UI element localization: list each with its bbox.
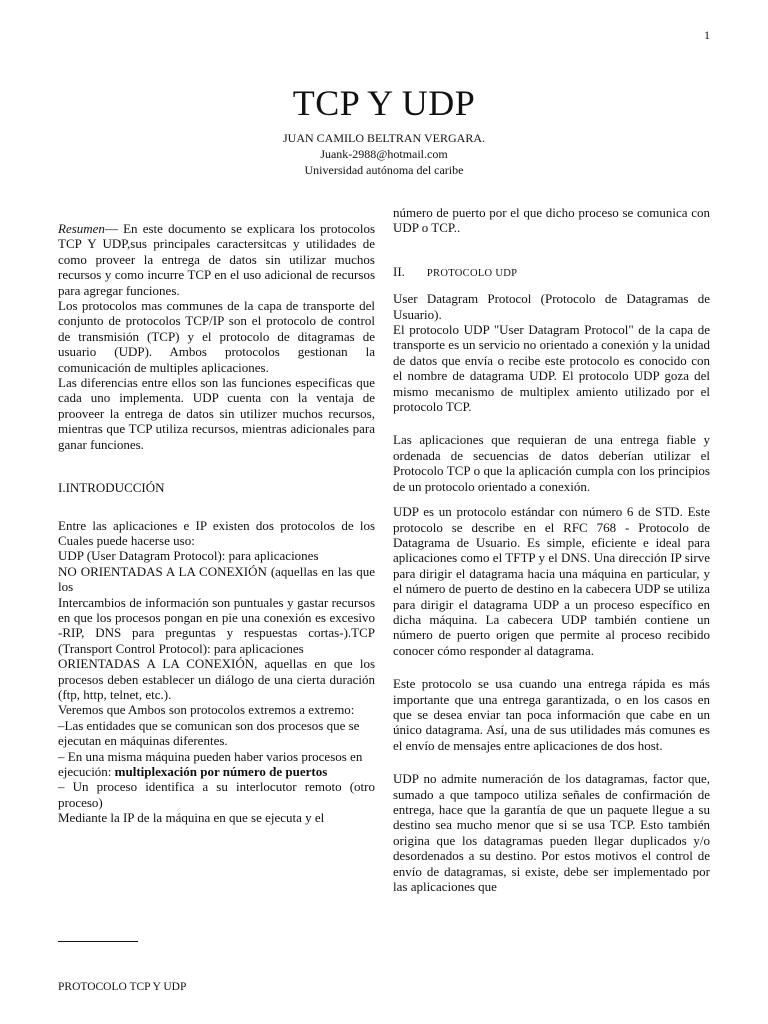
intro-line: UDP (User Datagram Protocol): para aplicaciones bbox=[58, 548, 319, 564]
intro-line: – En una misma máquina pueden haber varios procesos en bbox=[58, 748, 363, 764]
left-column bbox=[58, 221, 375, 826]
intro-bold-text: multiplexación por número de puertos bbox=[114, 764, 328, 779]
right-column bbox=[393, 205, 710, 894]
abstract-dash: — bbox=[104, 221, 124, 236]
running-footer: PROTOCOLO TCP Y UDP bbox=[58, 981, 187, 993]
intro-line: Veremos que Ambos son protocolos extremos a extremo: bbox=[58, 702, 355, 718]
abstract-text-1: En este documento se explicara los protocolos TCP Y UDP,sus principales caractersitcas y utilidades de como proveer la entrega de datos sin utilizar muchos recursos y como incurre TCP en el uso adicional de recursos para agregar funciones. bbox=[58, 221, 376, 298]
abstract-paragraph-3: Las diferencias entre ellos son las funciones especificas que cada uno implementa. UDP cuenta con la ventaja de prooveer la entrega de datos sin utilizer muchos recursos, mientras que TCP utiliza recursos, mientras adicionales para ganar funciones. bbox=[58, 375, 375, 452]
intro-line: ejecutan en máquinas diferentes. bbox=[58, 733, 228, 749]
section-2-title: PROTOCOLO UDP bbox=[426, 267, 518, 279]
intro-line: –Las entidades que se comunican son dos procesos que se bbox=[58, 717, 360, 733]
intro-line: NO ORIENTADAS A LA CONEXIÓN (aquellas en las que los bbox=[58, 563, 375, 595]
paper-title: TCP Y UDP bbox=[292, 83, 476, 123]
intro-line: Mediante la IP de la máquina en que se ejecuta y el bbox=[58, 810, 325, 826]
intro-line: – Un proceso identifica a su interlocutor remoto (otro proceso) bbox=[58, 779, 375, 810]
author-affiliation: Universidad autónoma del caribe bbox=[304, 163, 464, 177]
udp-paragraph-5: Este protocolo se usa cuando una entrega rápida es más importante que una entrega garantizada, o en los casos en que se desea enviar tan poca información que cabe en un único datagrama. Así, una de sus utilidades más comunes es el envío de mensajes entre aplicaciones de dos host. bbox=[393, 676, 710, 753]
abstract-paragraph-2: Los protocolos mas communes de la capa de transporte del conjunto de protocolos TCP/IP son el protocolo de control de transmisión (TCP) y el protocolo de ditagramas de usuario (UDP). Ambos protocolos gestionan la comunicación de multiples aplicaciones. bbox=[58, 298, 375, 375]
udp-paragraph-4: UDP es un protocolo estándar con número 6 de STD. Este protocolo se describe en el RFC 768 - Protocolo de Datagrama de Usuario. Es simple, eficiente e ideal para aplicaciones como el TFTP y el DNS. Una dirección IP sirve para dirigir el datagrama hacia una máquina en particular, y el número de puerto de destino en la cabecera UDP se utiliza para dirigir el datagrama UDP a un proceso específico en dicha máquina. La cabecera UDP también contiene un número de puerto origen que permite al proceso recibido conocer cómo responder al datagrama. bbox=[393, 504, 710, 658]
udp-paragraph-1: User Datagram Protocol (Protocolo de Datagramas de Usuario). bbox=[393, 291, 710, 322]
intro-bold-prefix: ejecución: bbox=[58, 764, 115, 779]
author-email: Juank-2988@hotmail.com bbox=[320, 147, 448, 161]
footnote-rule bbox=[58, 941, 138, 942]
intro-line: Intercambios de información son puntuales y gastar recursos en que los procesos pongan en pie una conexión es excesivo -RIP, DNS para preguntas y respuestas cortas-).TCP (Transport Control Protocol): para aplicaciones bbox=[58, 594, 375, 656]
section-2-number: II. bbox=[393, 263, 405, 279]
udp-paragraph-6: UDP no admite numeración de los datagramas, factor que, sumado a que tampoco utiliza señales de confirmación de entrega, hace que la garantía de que un paquete llegue a su destino sea mucho menor que si se usa TCP. Esto también origina que los datagramas pueden llegar duplicados y/o desordenados a su destino. Por estos motivos el control de envío de datagramas, si existe, debe ser implementado por las aplicaciones que bbox=[393, 771, 710, 895]
intro-bold-line bbox=[58, 764, 375, 779]
intro-line: ORIENTADAS A LA CONEXIÓN, aquellas en que los procesos deben establecer un diálogo de una cierta duración (ftp, http, telnet, etc.). bbox=[58, 656, 375, 702]
continuation-text: número de puerto por el que dicho proceso se comunica con UDP o TCP.. bbox=[393, 205, 710, 236]
intro-line: Entre las aplicaciones e IP existen dos protocolos de los Cuales puede hacerse uso: bbox=[58, 517, 375, 548]
udp-paragraph-3: Las aplicaciones que requieran de una entrega fiable y ordenada de secuencias de datos deberían utilizar el Protocolo TCP o que la aplicación cumpla con los principios de un protocolo orientado a conexión. bbox=[393, 432, 710, 494]
author-block bbox=[0, 130, 768, 178]
section-2-heading bbox=[393, 264, 710, 281]
udp-paragraph-2: El protocolo UDP "User Datagram Protocol" de la capa de transporte es un servicio no orientado a conexión y la unidad de datos que envía o recibe este protocolo es conocido con el nombre de datagrama UDP. El protocolo UDP goza del mismo mecanismo de multiplex amiento utilizado por el protocolo TCP. bbox=[393, 322, 710, 415]
page-number: 1 bbox=[704, 28, 710, 42]
author-name: JUAN CAMILO BELTRAN VERGARA. bbox=[282, 131, 485, 145]
section-1-heading: I.INTRODUCCIÓN bbox=[58, 480, 165, 496]
abstract-label: Resumen bbox=[58, 221, 105, 236]
abstract-paragraph-1 bbox=[58, 221, 375, 298]
